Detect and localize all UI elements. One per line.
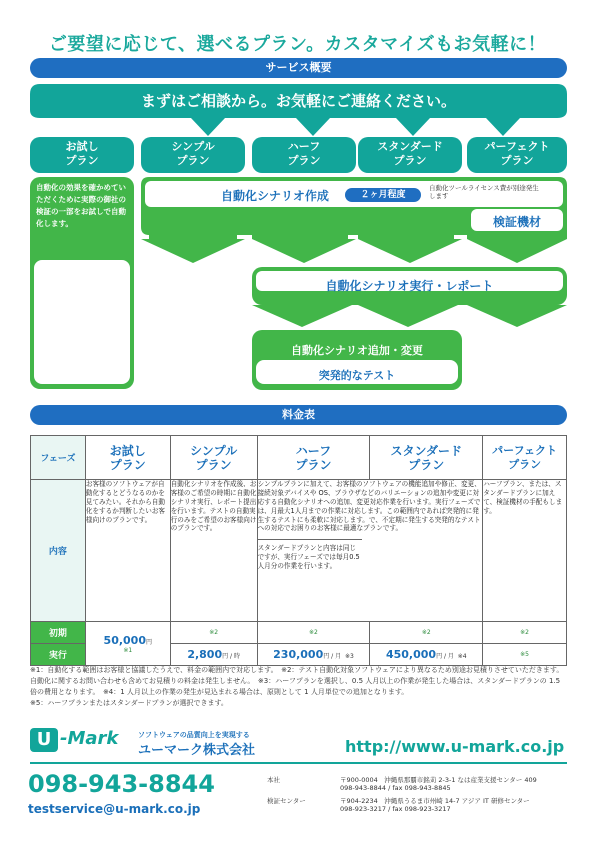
run-standard — [370, 644, 483, 666]
fee-table-label: 料金表 — [282, 408, 315, 421]
company-url[interactable]: http://www.u-mark.co.jp — [345, 737, 565, 756]
run-perfect — [483, 644, 567, 666]
desc-text: ハーフプラン、または、スタンダードプランに加えて、検証機材の手配もします。 — [483, 480, 563, 515]
run-label: 実行 — [48, 651, 67, 661]
plan-half-header — [252, 137, 356, 173]
col-standard — [370, 436, 483, 480]
consult-text: まずはご相談から。お気軽にご連絡ください。 — [140, 92, 456, 110]
footer-email[interactable]: testservice@u-mark.co.jp — [28, 802, 201, 816]
note-mark: ※5 — [520, 651, 530, 658]
initial-standard — [370, 622, 483, 644]
desc-perfect — [483, 480, 567, 622]
plan-suffix: プラン — [295, 457, 332, 472]
col-simple — [170, 436, 257, 480]
hq-addr-text: 〒900-0004 沖縄県那覇市銘苅 2-3-1 なは産業支援センター 409 — [340, 776, 537, 784]
phase-header — [31, 436, 86, 480]
plan-suffix: プラン — [500, 154, 534, 167]
plan-suffix: プラン — [393, 154, 427, 167]
company-logo-mark: -Mark — [60, 728, 119, 749]
half-sub-desc — [258, 539, 362, 571]
plan-suffix: プラン — [408, 457, 445, 472]
duration-badge: ２ヶ月程度 — [345, 188, 421, 202]
content-header — [31, 480, 86, 622]
footnotes — [30, 665, 567, 709]
col-perfect — [483, 436, 567, 480]
desc-standard-tail: で、不定期に発生する突発的なテストへの対応でお困りのお客様に最適なプランです。 — [257, 515, 481, 533]
hq-tel-text: 098-943-8844 / fax 098-943-8845 — [340, 784, 451, 793]
service-overview-bar — [30, 58, 567, 78]
run-simple — [170, 644, 257, 666]
initial-perfect — [483, 622, 567, 644]
initial-label: 初期 — [48, 629, 67, 639]
fee-table-bar — [30, 405, 567, 425]
plan-name: お試し — [65, 140, 99, 153]
plan-name: ハーフ — [295, 443, 332, 458]
note-mark: ※2 — [421, 629, 431, 636]
lab-address — [340, 797, 570, 814]
initial-simple — [170, 622, 257, 644]
lab-addr-text: 〒904-2234 沖縄県うるま市州崎 14-7 アジア IT 研修センター — [340, 797, 530, 805]
desc-text: スタンダードプランと内容は同じですが、実行フェーズでは毎月0.5人月分の作業を行います。 — [257, 544, 360, 571]
desc-text: シンプルプランに加えて、お客様のソフトウェアの機能追加や修正、変更、接続対象デバイスや OS、ブラウザなどのバリエーションの追加や変更に対応する自動化シナリオへの追加、変更対応作業を行います。実行フェーズでは、月最大1人月までの作業に対応します。この範囲内であれば突発的に発生するテストにも柔軟に対応します。 — [257, 480, 481, 524]
plan-suffix: プラン — [195, 457, 232, 472]
plan-name: ハーフ — [287, 140, 321, 153]
company-name: ユーマーク株式会社 — [138, 743, 256, 758]
hq-label: 本社 — [267, 776, 280, 784]
price-value: 2,800 — [187, 648, 223, 661]
plan-perfect-header — [467, 137, 567, 173]
company-tagline: ソフトウェアの品質向上を実現する — [138, 731, 250, 739]
trial-note-mark: ※1 — [123, 646, 133, 654]
flow-verify-equipment: 検証機材 — [492, 215, 541, 229]
trial-price-cell — [85, 622, 170, 666]
flow-exploratory-test: 突発的なテスト — [318, 369, 396, 382]
company-logo-u: U — [30, 728, 58, 752]
plan-trial-header — [30, 137, 134, 173]
service-overview-label: サービス概要 — [265, 61, 332, 74]
price-value: 50,000 — [103, 633, 146, 647]
initial-phase — [31, 622, 86, 644]
note-mark: ※4 — [457, 653, 467, 660]
trial-description: 自動化の効果を確かめていただくために実際の御社の検証の一部をお試しで自動化します。 — [36, 183, 126, 228]
phase-label: フェーズ — [40, 454, 76, 464]
run-phase — [31, 644, 86, 666]
footnote-main: ※1：自動化する範囲はお客様と協議したうえで、料金の範囲内で対応します。 ※2：テスト自動化対象ソフトウェアにより異なるため別途お見積りさせていただきます。自動化に関するお問い合わせも含めてお見積りの料金は発生しません。 ※3：ハーフプランを選択し、0.5 人月以上の作業が発生した場合は、スタンダードプランの 1.5 倍の費用となります。 ※4：1 人月以上の作業の発生が見込まれる場合は、原則として 1 人月単位での追加となります。 — [30, 666, 564, 696]
plan-name: パーフェクト — [484, 140, 550, 153]
note-mark: ※2 — [520, 629, 530, 636]
plan-suffix: プラン — [508, 457, 542, 471]
plan-name: お試し — [109, 443, 146, 458]
flow-scenario-run: 自動化シナリオ実行・レポート — [325, 279, 494, 293]
footer-tel[interactable]: 098-943-8844 — [28, 770, 215, 798]
hq-address — [340, 776, 570, 793]
plan-suffix: プラン — [176, 154, 210, 167]
plan-name: シンプル — [190, 443, 238, 458]
plan-suffix: プラン — [65, 154, 99, 167]
desc-half-standard — [257, 480, 483, 622]
plan-suffix: プラン — [109, 457, 146, 472]
note-mark: ※2 — [209, 629, 219, 636]
fee-table — [30, 435, 567, 666]
plan-name: シンプル — [171, 140, 215, 153]
plan-name: スタンダード — [390, 443, 463, 458]
plan-name: パーフェクト — [492, 443, 558, 457]
desc-simple — [170, 480, 257, 622]
price-unit: 円 / 月 — [436, 653, 454, 660]
plan-suffix: プラン — [287, 154, 321, 167]
lab-tel-text: 098-923-3217 / fax 098-923-3217 — [340, 805, 451, 814]
desc-trial — [85, 480, 170, 622]
plan-simple-header — [141, 137, 245, 173]
desc-text: お客様のソフトウェアが自動化するとどうなるのかを見てみたい。それから自動化をするか判断したいお客様向けのプランです。 — [85, 480, 165, 524]
col-half — [257, 436, 370, 480]
note-mark: ※3 — [344, 653, 354, 660]
col-trial — [85, 436, 170, 480]
plan-standard-header — [358, 137, 462, 173]
price-value: 450,000 — [385, 648, 437, 661]
trial-price — [86, 634, 170, 647]
price-unit: 円 / 時 — [222, 653, 240, 660]
price-unit: 円 / 月 — [323, 653, 342, 660]
footnote-5: ※5：ハーフプランまたはスタンダードプランが選択できます。 — [30, 699, 228, 707]
license-note: 自動化ツールライセンス費が別途発生します — [429, 184, 539, 201]
price-unit: 円 — [146, 638, 153, 646]
initial-half — [257, 622, 370, 644]
price-value: 230,000 — [273, 648, 324, 661]
page-headline: ご要望に応じて、選べるプラン。カスタマイズもお気軽に！ — [48, 34, 547, 55]
lab-label: 検証センター — [267, 797, 306, 805]
desc-text: 自動化シナリオを作成後、お客様のご希望の時期に自動化シナリオ実行、レポート提出を行います。テストの自動実行のみをご希望のお客様向けのプランです。 — [170, 480, 257, 533]
run-half — [257, 644, 370, 666]
flow-scenario-create: 自動化シナリオ作成 — [221, 189, 329, 203]
plan-name: スタンダード — [377, 140, 443, 153]
footer-divider — [30, 762, 567, 764]
flow-scenario-add: 自動化シナリオ追加・変更 — [291, 344, 423, 357]
note-mark: ※2 — [309, 629, 318, 636]
trial-column-inner — [34, 260, 130, 384]
content-label: 内容 — [48, 547, 67, 557]
